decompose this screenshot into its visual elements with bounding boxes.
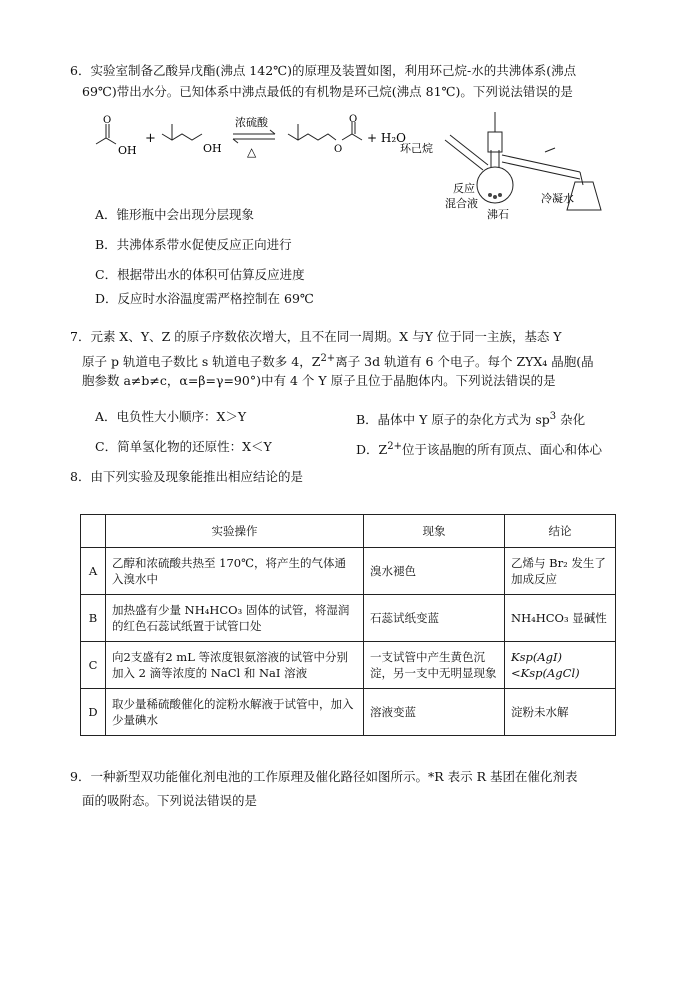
apparatus-diagram	[395, 110, 615, 220]
q6-option-b: B．共沸体系带水促使反应正向进行	[95, 237, 292, 252]
cell-phenomenon: 石蕊试纸变蓝	[364, 595, 505, 642]
catalyst-label: 浓硫酸	[235, 116, 268, 129]
header-phenomenon: 现象	[364, 515, 505, 548]
cell-conclusion: Ksp(AgI)<Ksp(AgCl)	[505, 642, 616, 689]
cell-conclusion: 乙烯与 Br₂ 发生了加成反应	[505, 548, 616, 595]
cell-conclusion: 淀粉未水解	[505, 689, 616, 736]
cell-conclusion: NH₄HCO₃ 显碱性	[505, 595, 616, 642]
table-row	[81, 595, 616, 642]
q7-option-a: A．电负性大小顺序：X＞Y	[95, 409, 247, 424]
table-row	[81, 548, 616, 595]
water-product: + H₂O	[367, 131, 406, 145]
mixture-label-2: 混合液	[445, 197, 478, 210]
q7-stem-line3: 胞参数 a≠b≠c，α=β=γ=90°)中有 4 个 Y 原子且位于晶胞体内。下列说法错误的是	[82, 373, 556, 388]
svg-text:O: O	[349, 114, 358, 125]
table-row	[81, 642, 616, 689]
condenser-tube	[502, 155, 580, 172]
table-row	[81, 689, 616, 736]
header-conclusion: 结论	[505, 515, 616, 548]
q6-option-c: C．根据带出水的体积可估算反应进度	[95, 267, 305, 282]
mixture-label-1: 反应	[453, 182, 475, 195]
water-separator	[488, 132, 502, 152]
dean-stark-arm	[450, 135, 488, 165]
row-label: B	[81, 595, 106, 642]
ester-o-label: O	[334, 144, 343, 155]
q8-stem: 8．由下列实验及现象能推出相应结论的是	[70, 469, 303, 484]
row-label: A	[81, 548, 106, 595]
q7-stem-line2: 原子 p 轨道电子数比 s 轨道电子数多 4，$Z^{2+}$离子 3d 轨道有 6 个电子。每个 ZYX₄ 晶胞(晶	[82, 353, 594, 370]
isoamyl-alcohol-structure	[162, 124, 202, 140]
q7-stem-line1: 7．元素 X、Y、Z 的原子序数依次增大，且不在同一周期。X 与Y 位于同一主族，基态 Y	[70, 329, 562, 344]
cell-operation: 向2支盛有2 mL 等浓度银氨溶液的试管中分别加入 2 滴等浓度的 NaCl 和 NaI 溶液	[106, 642, 364, 689]
plus-sign: +	[145, 131, 156, 146]
q6-option-d: D．反应时水浴温度需严格控制在 69℃	[95, 291, 314, 306]
q6-stem-line1: 6．实验室制备乙酸异戊酯(沸点 142℃)的原理及装置如图，利用环己烷-水的共沸体系(沸点	[70, 63, 577, 78]
heat-symbol: △	[247, 145, 257, 159]
header-operation: 实验操作	[106, 515, 364, 548]
cell-phenomenon: 溶液变蓝	[364, 689, 505, 736]
header-blank	[81, 515, 106, 548]
q6-option-a: A．锥形瓶中会出现分层现象	[95, 207, 255, 222]
experiment-table	[80, 514, 616, 736]
q7-option-b: B．晶体中 Y 原子的杂化方式为 $sp^3$ 杂化	[356, 411, 586, 428]
q6-stem-line2: 69℃)带出水分。已知体系中沸点最低的有机物是环己烷(沸点 81℃)。下列说法错误的是	[82, 84, 573, 99]
cell-phenomenon: 一支试管中产生黄色沉淀，另一支中无明显现象	[364, 642, 505, 689]
q7-option-d: D．$Z^{2+}$位于该晶胞的所有顶点、面心和体心	[356, 441, 602, 458]
acid-o-label: O	[103, 115, 112, 126]
row-label: D	[81, 689, 106, 736]
cell-operation: 取少量稀硫酸催化的淀粉水解液于试管中，加入少量碘水	[106, 689, 364, 736]
cell-phenomenon: 溴水褪色	[364, 548, 505, 595]
q9-stem-line2: 面的吸附态。下列说法错误的是	[82, 793, 258, 808]
cell-operation: 加热盛有少量 NH₄HCO₃ 固体的试管，将湿润的红色石蕊试纸置于试管口处	[106, 595, 364, 642]
esterification-scheme	[90, 112, 410, 172]
cyclohexane-label: 环己烷	[400, 142, 433, 155]
q7-option-c: C．简单氢化物的还原性：X＜Y	[95, 439, 272, 454]
table-header-row	[81, 515, 616, 548]
acetic-acid-structure	[96, 124, 116, 144]
cell-operation: 乙醇和浓硫酸共热至 170℃，将产生的气体通入溴水中	[106, 548, 364, 595]
alcohol-oh-label: OH	[203, 142, 222, 155]
acid-oh-label: OH	[118, 144, 137, 157]
row-label: C	[81, 642, 106, 689]
q9-stem-line1: 9．一种新型双功能催化剂电池的工作原理及催化路径如图所示。*R 表示 R 基团在催化剂表	[70, 769, 578, 784]
condenser-water-label: 冷凝水	[541, 192, 574, 205]
boiling-chip-label: 沸石	[487, 208, 509, 220]
